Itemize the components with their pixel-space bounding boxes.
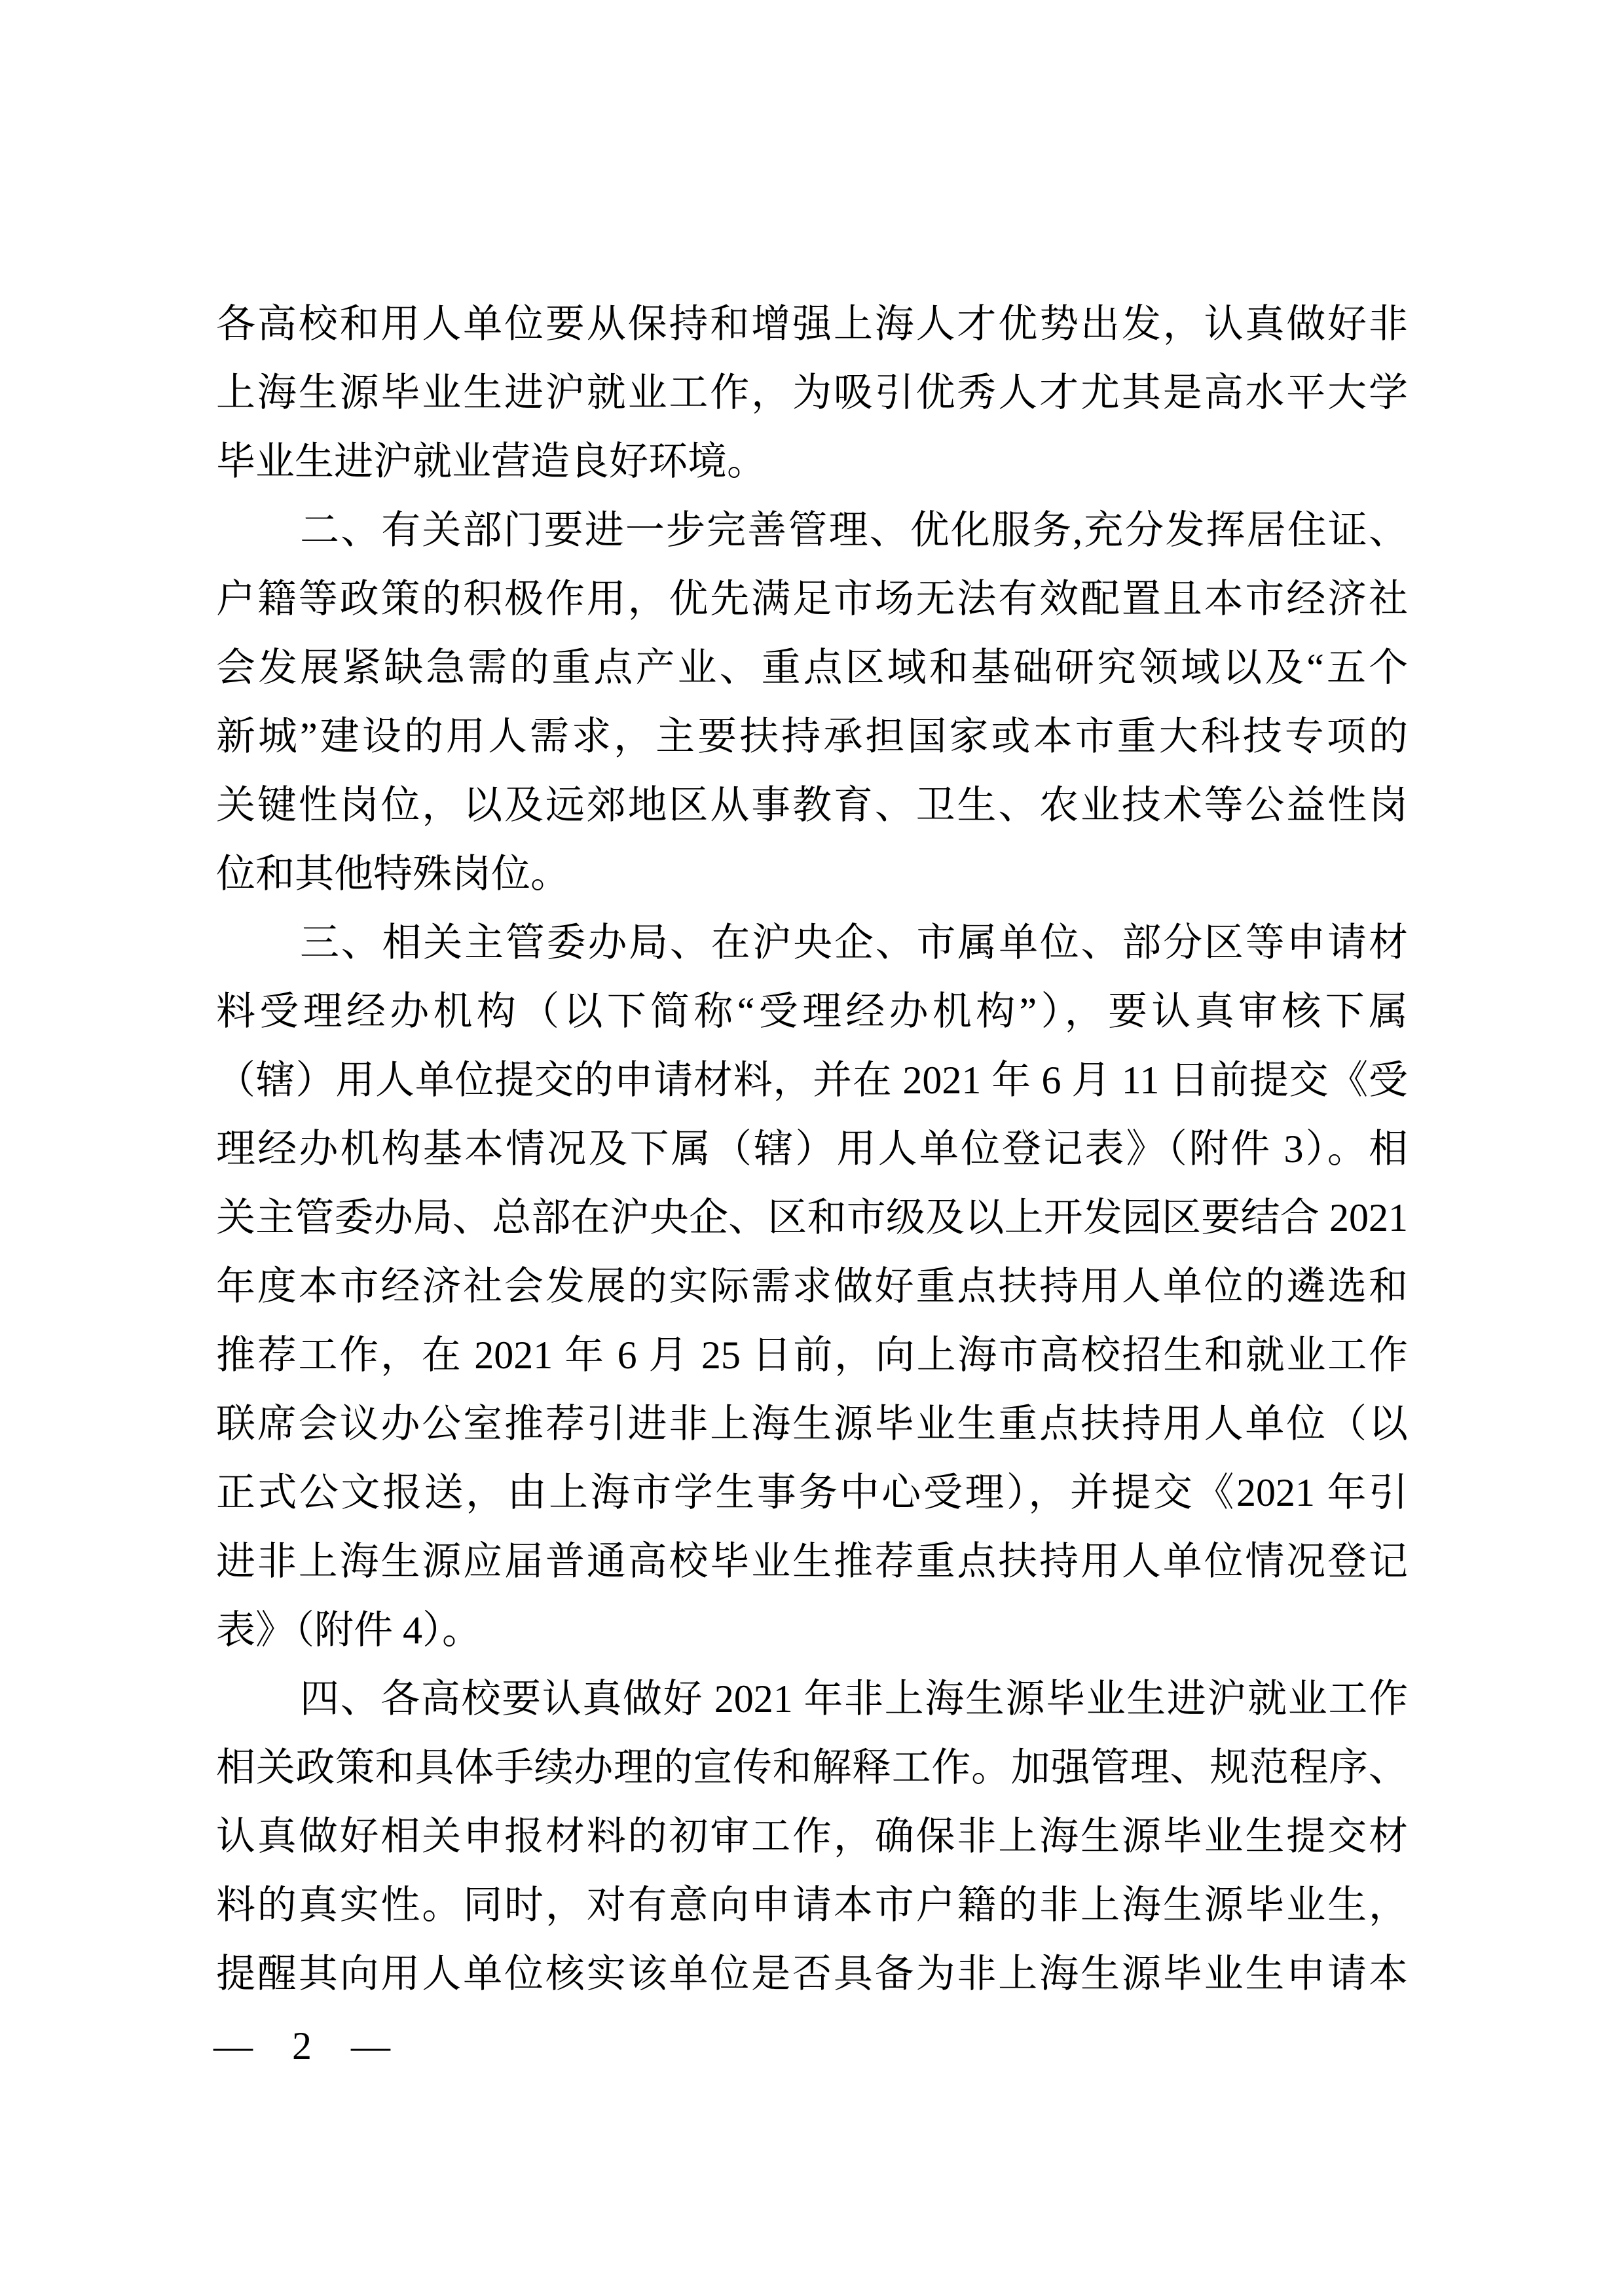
page-number: — 2 — bbox=[213, 2024, 390, 2068]
text-line: 理经办机构基本情况及下属（辖）用人单位登记表》（附件 3）。相 bbox=[216, 1127, 1408, 1171]
text-line: 年度本市经济社会发展的实际需求做好重点扶持用人单位的遴选和 bbox=[216, 1265, 1408, 1308]
body-text bbox=[216, 290, 1408, 2009]
text-line: 关键性岗位，以及远郊地区从事教育、卫生、农业技术等公益性岗 bbox=[216, 784, 1408, 827]
text-line: 表》（附件 4）。 bbox=[216, 1609, 481, 1652]
text-line: 新城”建设的用人需求，主要扶持承担国家或本市重大科技专项的 bbox=[216, 715, 1408, 758]
text-line: 二、有关部门要进一步完善管理、优化服务,充分发挥居住证、 bbox=[300, 509, 1408, 552]
text-line: 提醒其向用人单位核实该单位是否具备为非上海生源毕业生申请本 bbox=[216, 1952, 1408, 1995]
text-line: 位和其他特殊岗位。 bbox=[216, 852, 570, 896]
text-line: 联席会议办公室推荐引进非上海生源毕业生重点扶持用人单位（以 bbox=[216, 1402, 1408, 1446]
text-line: 四、各高校要认真做好 2021 年非上海生源毕业生进沪就业工作 bbox=[300, 1677, 1408, 1721]
text-line: 会发展紧缺急需的重点产业、重点区域和基础研究领域以及“五个 bbox=[216, 646, 1408, 689]
text-line: 三、相关主管委办局、在沪央企、市属单位、部分区等申请材 bbox=[300, 921, 1408, 964]
text-line: 进非上海生源应届普通高校毕业生推荐重点扶持用人单位情况登记 bbox=[216, 1540, 1408, 1583]
text-line: 毕业生进沪就业营造良好环境。 bbox=[216, 440, 766, 483]
text-line: 户籍等政策的积极作用，优先满足市场无法有效配置且本市经济社 bbox=[216, 577, 1408, 621]
text-line: （辖）用人单位提交的申请材料，并在 2021 年 6 月 11 日前提交《受 bbox=[216, 1059, 1408, 1102]
text-line: 各高校和用人单位要从保持和增强上海人才优势出发，认真做好非 bbox=[216, 302, 1408, 346]
text-line: 料受理经办机构（以下简称“受理经办机构”），要认真审核下属 bbox=[216, 990, 1408, 1033]
text-line: 关主管委办局、总部在沪央企、区和市级及以上开发园区要结合 2021 bbox=[216, 1196, 1408, 1239]
text-line: 料的真实性。同时，对有意向申请本市户籍的非上海生源毕业生， bbox=[216, 1884, 1408, 1927]
text-line: 上海生源毕业生进沪就业工作，为吸引优秀人才尤其是高水平大学 bbox=[216, 371, 1408, 414]
text-line: 正式公文报送，由上海市学生事务中心受理），并提交《2021 年引 bbox=[216, 1471, 1408, 1514]
text-line: 推荐工作，在 2021 年 6 月 25 日前，向上海市高校招生和就业工作 bbox=[216, 1334, 1408, 1377]
text-line: 相关政策和具体手续办理的宣传和解释工作。加强管理、规范程序、 bbox=[216, 1746, 1408, 1789]
text-line: 认真做好相关申报材料的初审工作，确保非上海生源毕业生提交材 bbox=[216, 1815, 1408, 1858]
